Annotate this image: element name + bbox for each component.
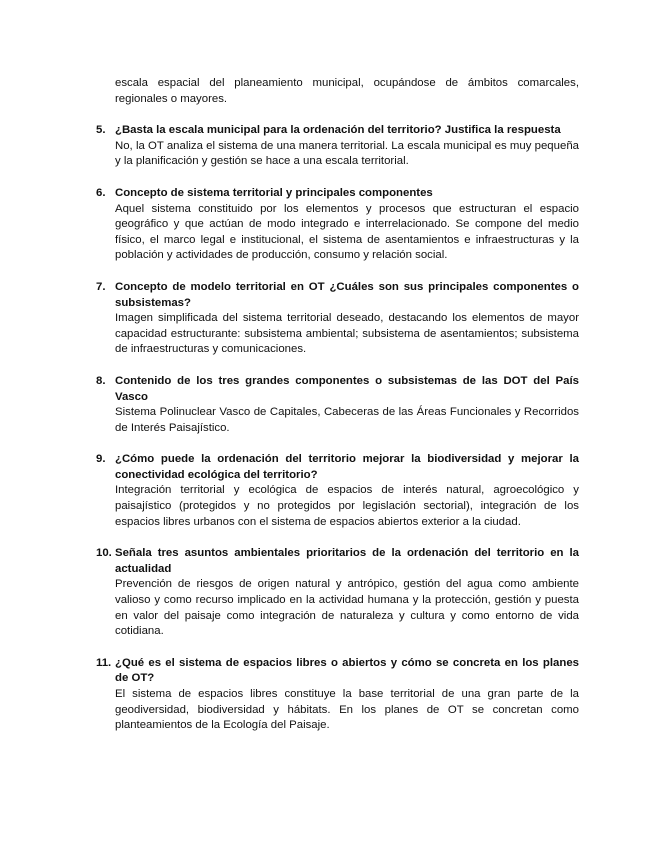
question-number: 9. xyxy=(96,453,106,466)
question-text: ¿Cómo puede la ordenación del territorio mejorar la biodiversidad y mejorar la conectividad ecológica del territorio? xyxy=(115,453,579,481)
question-number: 6. xyxy=(96,186,106,199)
answer-text: Imagen simplificada del sistema territorial deseado, destacando los elementos de mayor capacidad estructurante: subsistema ambiental; subsistema de asentamientos; subsistema de infraestructuras y comunicaciones. xyxy=(115,312,579,356)
question-item-11 xyxy=(96,656,579,734)
question-number: 10. xyxy=(96,547,112,560)
question-text: ¿Basta la escala municipal para la ordenación del territorio? Justifica la respuesta xyxy=(115,124,561,137)
question-item-8 xyxy=(96,374,579,436)
answer-text: Sistema Polinuclear Vasco de Capitales, Cabeceras de las Áreas Funcionales y Recorridos de Interés Paisajístico. xyxy=(115,406,579,434)
question-text: Contenido de los tres grandes componentes o subsistemas de las DOT del País Vasco xyxy=(115,374,579,403)
intro-paragraph: escala espacial del planeamiento municipal, ocupándose de ámbitos comarcales, regionales o mayores. xyxy=(115,77,579,105)
answer-text: No, la OT analiza el sistema de una manera territorial. La escala municipal es muy pequeña y la planificación y gestión se hace a una escala territorial. xyxy=(115,139,579,168)
question-text: ¿Qué es el sistema de espacios libres o abiertos y cómo se concreta en los planes de OT? xyxy=(115,656,579,685)
question-item-5 xyxy=(96,123,579,170)
answer-text: Aquel sistema constituido por los elementos y procesos que estructuran el espacio geográfico y que actúan de modo integrado e interrelacionado. Se compone del medio físico, el marco legal e institucional, el sistema de asentamientos e infraestructuras y la población y actividades de producción, consumo y relación social. xyxy=(115,202,579,262)
question-number: 7. xyxy=(96,280,106,293)
question-item-9 xyxy=(96,452,579,530)
question-number: 5. xyxy=(96,124,106,137)
question-item-6 xyxy=(96,186,579,264)
question-text: Concepto de modelo territorial en OT ¿Cuáles son sus principales componentes o subsistemas? xyxy=(115,280,579,309)
question-text: Señala tres asuntos ambientales prioritarios de la ordenación del territorio en la actualidad xyxy=(115,547,579,575)
answer-text: Prevención de riesgos de origen natural y antrópico, gestión del agua como ambiente valioso y como recurso implicado en la actividad humana y la protección, gestión y puesta en valor del paisaje como integración de naturaleza y cultura y como entorno de vida cotidiana. xyxy=(115,578,579,638)
question-text: Concepto de sistema territorial y principales componentes xyxy=(115,186,433,199)
answer-text: El sistema de espacios libres constituye la base territorial de una gran parte de la geodiversidad, biodiversidad y hábitats. En los planes de OT se concretan como planteamientos de la Ecología del Paisaje. xyxy=(115,688,579,732)
answer-text: Integración territorial y ecológica de espacios de interés natural, agroecológico y paisajístico (protegidos y no protegidos por legislación sectorial), integración de los espacios libres urbanos con el sistema de espacios abiertos exterior a la ciudad. xyxy=(115,484,579,528)
question-item-7 xyxy=(96,280,579,358)
question-item-10 xyxy=(96,546,579,640)
question-number: 11. xyxy=(96,656,112,669)
question-number: 8. xyxy=(96,374,106,387)
